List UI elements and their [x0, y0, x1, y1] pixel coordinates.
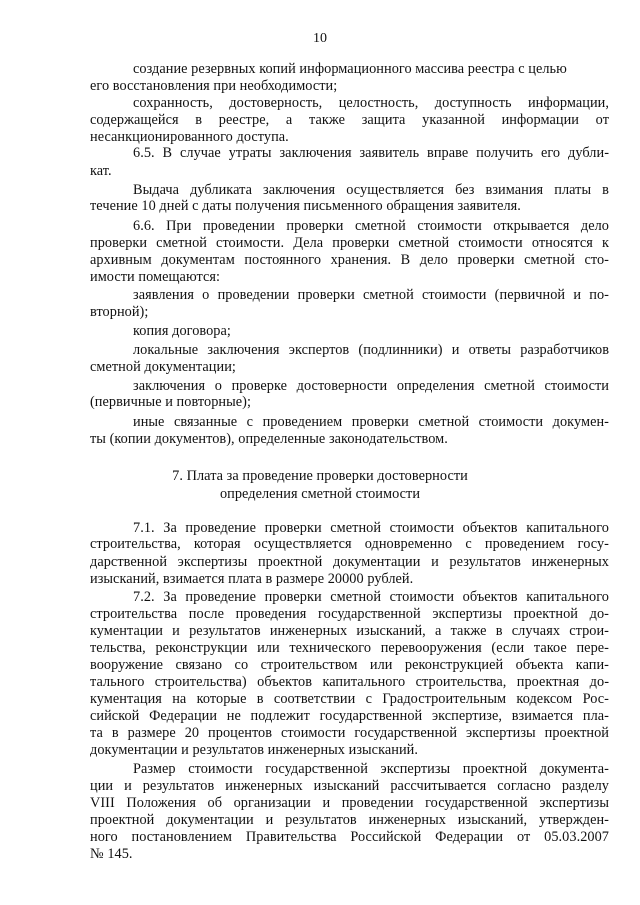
- text-line: проектной документации и результатов инженерных изысканий, утвержден-: [90, 812, 609, 828]
- text-line: вторной);: [90, 304, 149, 320]
- text-line: 7.2. За проведение проверки сметной стоимости объектов капитального: [133, 589, 609, 605]
- text-line: несанкционированного доступа.: [90, 129, 289, 145]
- text-line: ты (копии документов), определенные законодательством.: [90, 431, 448, 447]
- text-line: вооружение связано со строительством или реконструкцией объекта капи-: [90, 657, 609, 673]
- text-line: строительства после проведения государственной экспертизы проектной до-: [90, 606, 609, 622]
- text-line: иные связанные с проведением проверки сметной стоимости докумен-: [133, 414, 609, 430]
- text-line: 7.1. За проведение проверки сметной стоимости объектов капитального: [133, 520, 609, 536]
- text-line: ции и результатов инженерных изысканий рассчитывается согласно разделу: [90, 778, 609, 794]
- text-line: сметной документации;: [90, 359, 236, 375]
- text-line: течение 10 дней с даты получения письменного обращения заявителя.: [90, 198, 521, 214]
- text-line: тельства, реконструкции или технического перевооружения (если такое пере-: [90, 640, 609, 656]
- text-line: тального строительства) объектов капитального строительства, проектная до-: [90, 674, 609, 690]
- text-line: изысканий, взимается плата в размере 20000 рублей.: [90, 571, 414, 587]
- text-line: имости помещаются:: [90, 269, 221, 285]
- text-line: сийской Федерации не подлежит государственной экспертизе, взимается пла-: [90, 708, 609, 724]
- section-heading: определения сметной стоимости: [219, 486, 421, 502]
- text-line: строительства, которая осуществляется одновременно с проведением госу-: [90, 536, 609, 552]
- text-line: кат.: [90, 163, 112, 179]
- text-line: 6.5. В случае утраты заключения заявитель вправе получить его дубли-: [133, 145, 609, 161]
- page-number: 10: [313, 31, 327, 46]
- text-line: локальные заключения экспертов (подлинники) и ответы разработчиков: [133, 342, 609, 358]
- text-line: дарственной экспертизы проектной документации и результатов инженерных: [90, 554, 609, 570]
- text-line: архивным документам постоянного хранения. В дело проверки сметной сто-: [90, 252, 609, 268]
- text-line: кументации и результатов инженерных изысканий, а также в случаях строи-: [90, 623, 609, 639]
- text-line: 6.6. При проведении проверки сметной стоимости открывается дело: [133, 218, 609, 234]
- text-line: VIII Положения об организации и проведении государственной экспертизы: [90, 795, 609, 811]
- text-line: проверки сметной стоимости. Дела проверки сметной стоимости относятся к: [90, 235, 609, 251]
- text-line: создание резервных копий информационного массива реестра с целью: [133, 61, 567, 77]
- text-line: копия договора;: [133, 323, 231, 339]
- text-line: содержащейся в реестре, а также защита указанной информации от: [90, 112, 609, 128]
- text-line: заключения о проверке достоверности определения сметной стоимости: [133, 378, 609, 394]
- text-line: (первичные и повторные);: [90, 394, 251, 410]
- text-line: его восстановления при необходимости;: [90, 78, 338, 94]
- text-line: та в размере 20 процентов стоимости государственной экспертизы проектной: [90, 725, 609, 741]
- text-line: ного постановлением Правительства Российской Федерации от 05.03.2007: [90, 829, 609, 845]
- text-line: Выдача дубликата заключения осуществляется без взимания платы в: [133, 182, 609, 198]
- text-line: документации и результатов инженерных изысканий.: [90, 742, 418, 758]
- text-line: заявления о проведении проверки сметной стоимости (первичной и по-: [133, 287, 609, 303]
- text-line: сохранность, достоверность, целостность, доступность информации,: [133, 95, 609, 111]
- text-line: кументация на которые в соответствии с Градостроительным кодексом Рос-: [90, 691, 609, 707]
- text-line: Размер стоимости государственной экспертизы проектной документа-: [133, 761, 609, 777]
- text-line: № 145.: [90, 846, 133, 862]
- section-heading: 7. Плата за проведение проверки достоверности: [172, 468, 468, 484]
